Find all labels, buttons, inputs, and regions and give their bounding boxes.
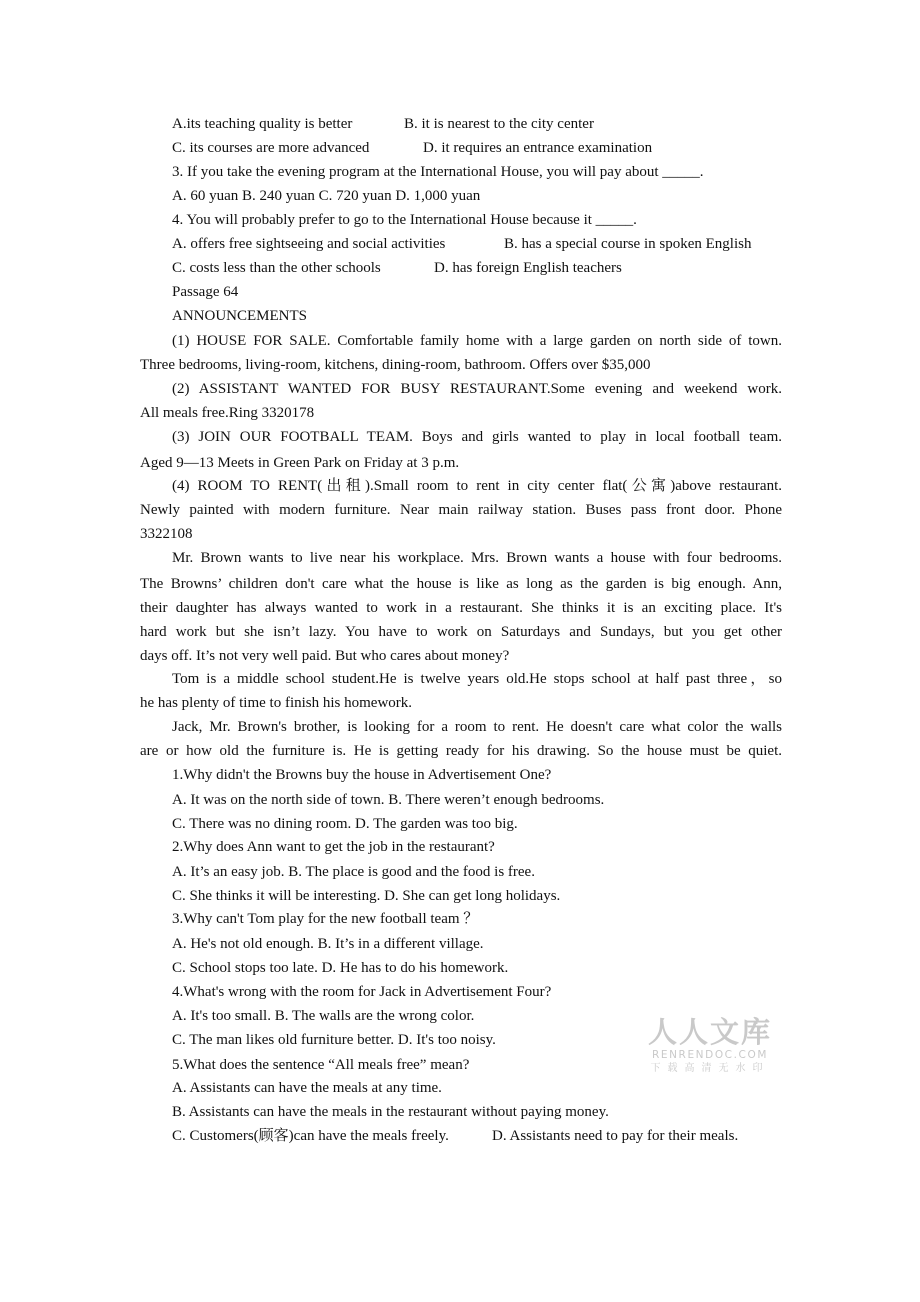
prev-q4-option-b: B. has a special course in spoken English bbox=[504, 236, 752, 252]
prev-q2-options-cd bbox=[172, 138, 782, 158]
watermark-title: 人人文库 bbox=[648, 1015, 773, 1049]
question-2-options-cd: C. She thinks it will be interesting. D. She can get long holidays. bbox=[172, 888, 561, 904]
watermark-subtitle: 下载高清无水印 bbox=[650, 1063, 770, 1074]
question-3-options-ab: A. He's not old enough. B. It’s in a different village. bbox=[172, 936, 484, 952]
watermark-logo bbox=[648, 1016, 772, 1076]
paragraph-browns-line-1: Mr. Brown wants to live near his workplace. Mrs. Brown wants a house with four bedrooms. bbox=[172, 550, 782, 566]
ad4-line-1: (4) ROOM TO RENT(出租).Small room to rent in city center flat(公寓)above restaurant. bbox=[172, 478, 782, 494]
ad4-line-2: Newly painted with modern furniture. Near main railway station. Buses pass front door. Phone bbox=[140, 502, 782, 518]
prev-q3: 3. If you take the evening program at the International House, you will pay about _____. bbox=[172, 164, 704, 180]
ad2-line-2: All meals free.Ring 3320178 bbox=[140, 405, 315, 421]
question-5-option-c: C. Customers(顾客)can have the meals freely. bbox=[172, 1128, 449, 1144]
prev-q2-option-a: A.its teaching quality is better bbox=[172, 116, 353, 132]
watermark-url: RENRENDOC.COM bbox=[651, 1049, 769, 1061]
passage-label: Passage 64 bbox=[172, 284, 239, 300]
prev-q4-option-d: D. has foreign English teachers bbox=[434, 260, 622, 276]
paragraph-jack-line-2: are or how old the furniture is. He is getting ready for his drawing. So the house must be quiet. bbox=[140, 743, 782, 759]
prev-q4-option-a: A. offers free sightseeing and social activities bbox=[172, 236, 446, 252]
prev-q2-options-ab bbox=[172, 114, 782, 134]
question-2: 2.Why does Ann want to get the job in the restaurant? bbox=[172, 839, 495, 855]
question-5: 5.What does the sentence “All meals free” mean? bbox=[172, 1057, 470, 1073]
prev-q4-option-c: C. costs less than the other schools bbox=[172, 260, 381, 276]
ad3-line-2: Aged 9—13 Meets in Green Park on Friday at 3 p.m. bbox=[140, 455, 460, 471]
ad4-line-3: 3322108 bbox=[140, 526, 193, 542]
question-1-options-ab: A. It was on the north side of town. B. There weren’t enough bedrooms. bbox=[172, 792, 605, 808]
question-5-option-d: D. Assistants need to pay for their meals. bbox=[492, 1128, 739, 1144]
prev-q2-option-b: B. it is nearest to the city center bbox=[404, 116, 594, 132]
question-1-options-cd: C. There was no dining room. D. The garden was too big. bbox=[172, 816, 518, 832]
prev-q3-options: A. 60 yuan B. 240 yuan C. 720 yuan D. 1,000 yuan bbox=[172, 188, 481, 204]
paragraph-browns-line-3: their daughter has always wanted to work in a restaurant. She thinks it is an exciting place. It's bbox=[140, 600, 782, 616]
question-4: 4.What's wrong with the room for Jack in Advertisement Four? bbox=[172, 984, 552, 1000]
paragraph-tom-line-1: Tom is a middle school student.He is twelve years old.He stops school at half past three，so bbox=[172, 671, 782, 687]
question-3-options-cd: C. School stops too late. D. He has to do his homework. bbox=[172, 960, 509, 976]
ad1-line-1: (1) HOUSE FOR SALE. Comfortable family home with a large garden on north side of town. bbox=[172, 333, 782, 349]
paragraph-browns-line-4: hard work but she isn’t lazy. You have to work on Saturdays and Sundays, but you get other bbox=[140, 624, 782, 640]
question-5-option-b: B. Assistants can have the meals in the restaurant without paying money. bbox=[172, 1104, 609, 1120]
passage-heading: ANNOUNCEMENTS bbox=[172, 308, 307, 324]
question-5-options-cd bbox=[172, 1126, 782, 1146]
question-2-options-ab: A. It’s an easy job. B. The place is good and the food is free. bbox=[172, 864, 535, 880]
prev-q2-option-d: D. it requires an entrance examination bbox=[423, 140, 653, 156]
paragraph-browns-line-5: days off. It’s not very well paid. But who cares about money? bbox=[140, 648, 510, 664]
question-4-options-ab: A. It's too small. B. The walls are the wrong color. bbox=[172, 1008, 475, 1024]
prev-q4: 4. You will probably prefer to go to the International House because it _____. bbox=[172, 212, 637, 228]
prev-q4-options-ab bbox=[172, 234, 782, 254]
paragraph-browns-line-2: The Browns’ children don't care what the house is like as long as the garden is big enough. Ann, bbox=[140, 576, 782, 592]
question-4-options-cd: C. The man likes old furniture better. D. It's too noisy. bbox=[172, 1032, 496, 1048]
prev-q2-option-c: C. its courses are more advanced bbox=[172, 140, 370, 156]
paragraph-tom-line-2: he has plenty of time to finish his homework. bbox=[140, 695, 413, 711]
question-1: 1.Why didn't the Browns buy the house in Advertisement One? bbox=[172, 767, 552, 783]
ad2-line-1: (2) ASSISTANT WANTED FOR BUSY RESTAURANT.Some evening and weekend work. bbox=[172, 381, 782, 397]
question-3: 3.Why can't Tom play for the new football team ？ bbox=[172, 911, 479, 927]
ad1-line-2: Three bedrooms, living-room, kitchens, dining-room, bathroom. Offers over $35,000 bbox=[140, 357, 651, 373]
ad3-line-1: (3) JOIN OUR FOOTBALL TEAM. Boys and girls wanted to play in local football team. bbox=[172, 429, 782, 445]
paragraph-jack-line-1: Jack, Mr. Brown's brother, is looking for a room to rent. He doesn't care what color the walls bbox=[172, 719, 782, 735]
prev-q4-options-cd bbox=[172, 258, 782, 278]
question-5-option-a: A. Assistants can have the meals at any time. bbox=[172, 1080, 442, 1096]
